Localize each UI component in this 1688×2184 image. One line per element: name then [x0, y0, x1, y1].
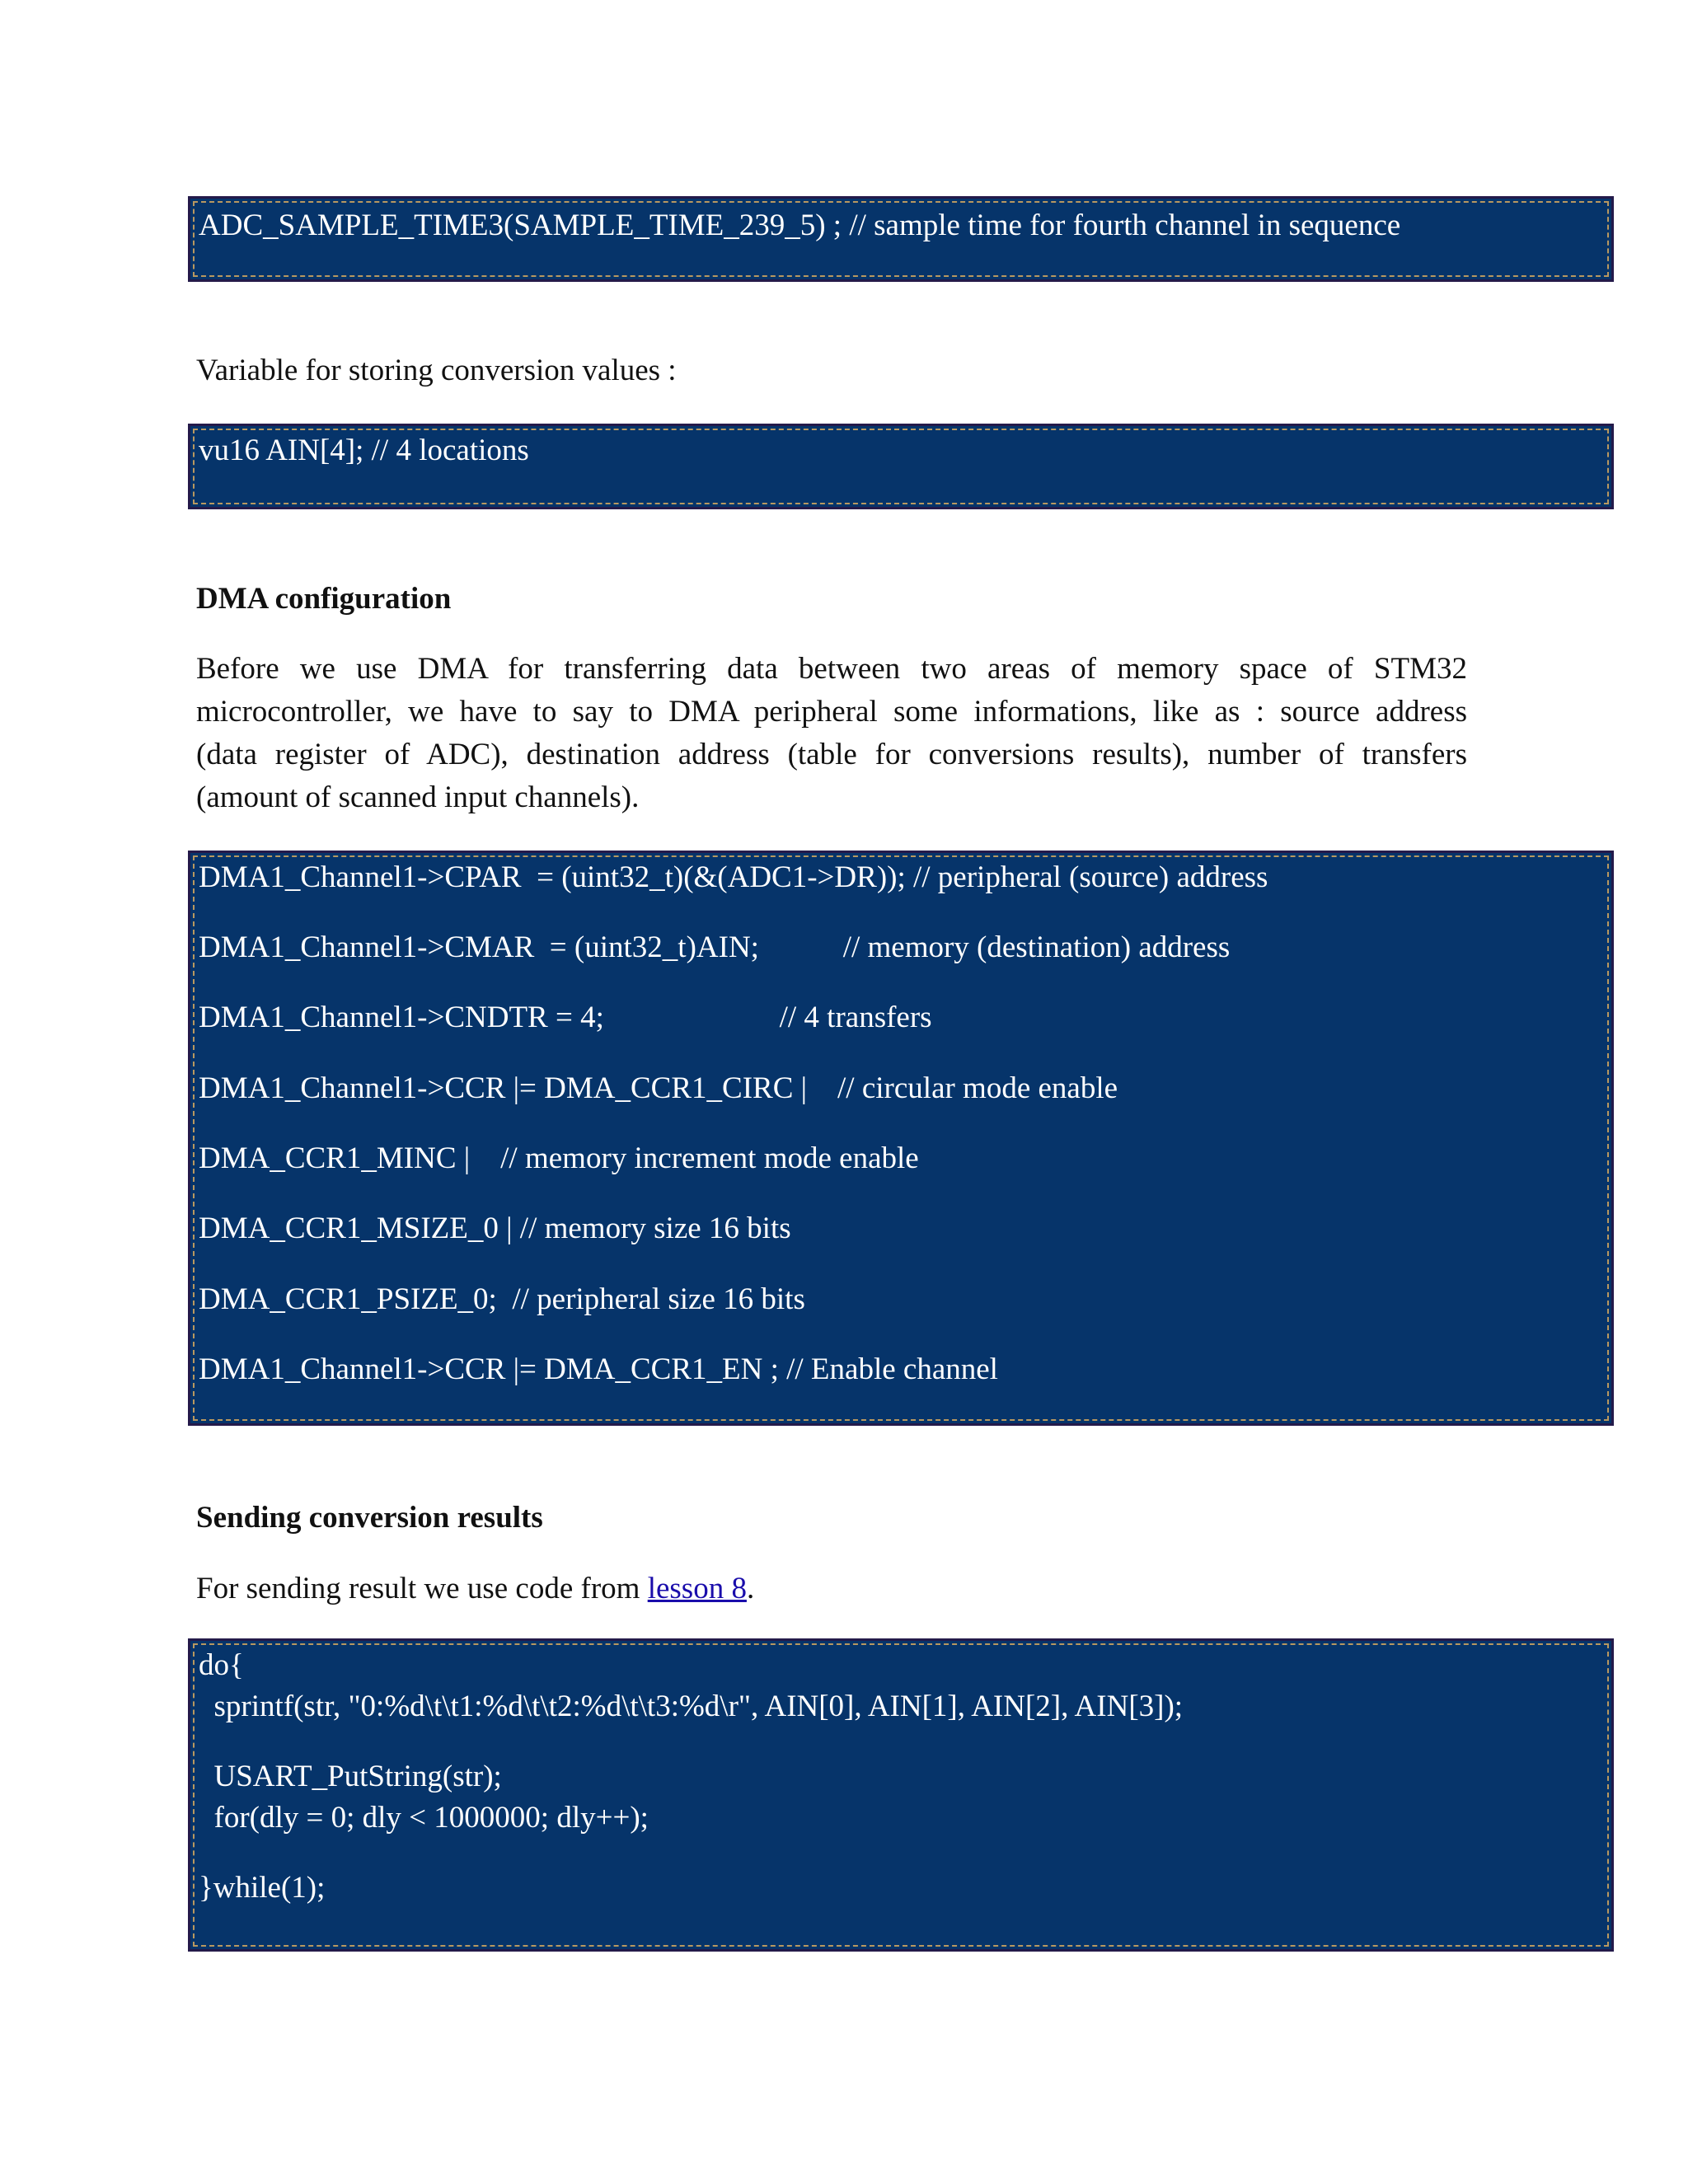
code-line: DMA1_Channel1->CPAR = (uint32_t)(&(ADC1->DR)); // peripheral (source) address — [199, 860, 1268, 894]
sending-heading: Sending conversion results — [196, 1501, 543, 1535]
code-block-dma-config — [188, 851, 1614, 1426]
paragraph-line: (data register of ADC), destination address (table for conversions results), number of transfers — [196, 738, 1467, 771]
code-line: vu16 AIN[4]; // 4 locations — [199, 434, 529, 467]
code-block-sample-time — [188, 196, 1614, 282]
dma-heading: DMA configuration — [196, 582, 452, 616]
code-line: sprintf(str, "0:%d\t\t1:%d\t\t2:%d\t\t3:%d\r", AIN[0], AIN[1], AIN[2], AIN[3]); — [199, 1690, 1184, 1723]
sending-prefix: For sending result we use code from — [196, 1572, 648, 1605]
paragraph-line: Before we use DMA for transferring data between two areas of memory space of STM32 — [196, 652, 1467, 686]
code-line: USART_PutString(str); — [199, 1760, 502, 1793]
code-block-sending — [188, 1638, 1614, 1952]
code-line: DMA1_Channel1->CMAR = (uint32_t)AIN; // memory (destination) address — [199, 930, 1231, 964]
dma-paragraph — [196, 648, 1467, 819]
code-line: }while(1); — [199, 1871, 326, 1905]
variable-label: Variable for storing conversion values : — [196, 354, 677, 387]
code-line: for(dly = 0; dly < 1000000; dly++); — [199, 1801, 649, 1835]
code-line: DMA1_Channel1->CCR |= DMA_CCR1_CIRC | // circular mode enable — [199, 1071, 1118, 1105]
code-line: DMA_CCR1_MINC | // memory increment mode enable — [199, 1141, 919, 1175]
code-line: do{ — [199, 1648, 244, 1682]
code-line: DMA1_Channel1->CCR |= DMA_CCR1_EN ; // Enable channel — [199, 1352, 998, 1386]
code-line: DMA_CCR1_MSIZE_0 | // memory size 16 bits — [199, 1212, 791, 1245]
sending-paragraph — [196, 1568, 754, 1610]
code-line: DMA1_Channel1->CNDTR = 4; // 4 transfers — [199, 1001, 932, 1034]
lesson-8-link[interactable]: lesson 8 — [647, 1572, 747, 1605]
sending-suffix: . — [746, 1572, 755, 1605]
paragraph-line: microcontroller, we have to say to DMA peripheral some informations, like as : source address — [196, 695, 1467, 729]
code-line: DMA_CCR1_PSIZE_0; // peripheral size 16 bits — [199, 1282, 805, 1316]
code-block-variable — [188, 424, 1614, 509]
paragraph-line: (amount of scanned input channels). — [196, 780, 640, 814]
code-line: ADC_SAMPLE_TIME3(SAMPLE_TIME_239_5) ; // sample time for fourth channel in sequence — [199, 209, 1401, 242]
